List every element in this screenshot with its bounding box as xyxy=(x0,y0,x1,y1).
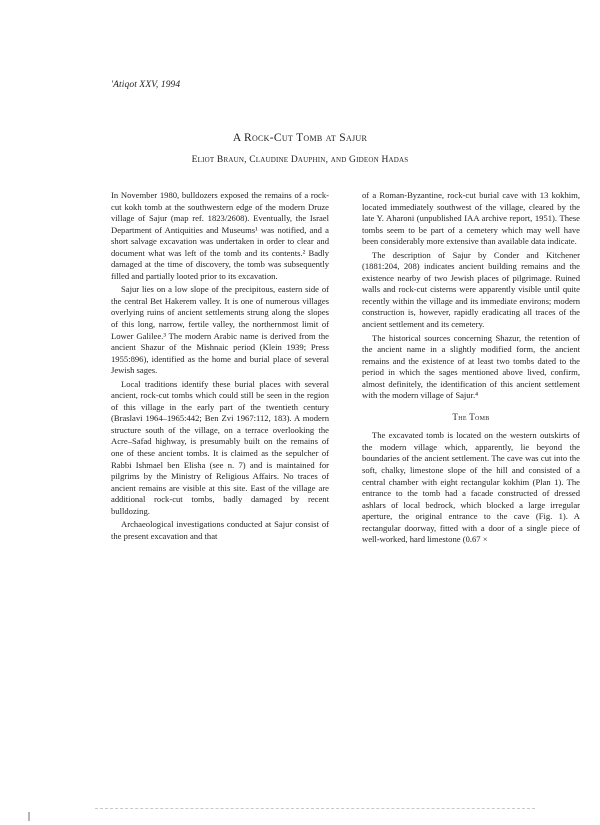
right-column xyxy=(362,190,580,548)
article-authors: Eliot Braun, Claudine Dauphin, and Gideon Hadas xyxy=(191,155,409,165)
left-column xyxy=(111,190,329,544)
paragraph-the-tomb: The excavated tomb is located on the western outskirts of the modern village which, apparently, lie beyond the boundaries of the ancient settlement. The cave was cut into the soft, chalky, limestone slope of the hill and consisted of a central chamber with eight rectangular kokhim (Plan 1). The entrance to the tomb had a facade constructed of dressed ashlars of local bedrock, which blocked a large irregular aperture, the original entrance to the cave (Fig. 1). A rectangular doorway, fitted with a door of a single piece of well-worked, hard limestone (0.67 × xyxy=(362,430,580,545)
running-head: 'Atiqot XXV, 1994 xyxy=(111,80,181,90)
footer-rule xyxy=(95,808,535,809)
paragraph-traditions: Local traditions identify these burial places with several ancient, rock-cut tombs which could still be seen in the region of this village in the early part of the twentieth century (Braslavi 1964–1965:442; Ben Zvi 1967:112, 183). A modern structure south of the village, on a terrace overlooking the Acre–Safad highway, is presumably built on the remains of one of these ancient tombs. It is claimed as the sepulcher of Rabbi Ishmael ben Elisha (see n. 7) and is maintained for pilgrims by the Ministry of Religious Affairs. No traces of ancient remains are visible at this site. East of the village are additional rock-cut tombs, badly damaged by recent bulldozing. xyxy=(111,378,329,516)
article-title: A Rock-Cut Tomb at Sajur xyxy=(232,132,368,144)
paragraph-historical-sources: The historical sources concerning Shazur, the retention of the ancient name in a slightly modified form, the ancient remains and the existence of at least two tombs dated to the period in which the sages mentioned above lived, confirm, almost definitely, the identification of this ancient settlement with the modern village of Sajur.⁴ xyxy=(362,332,580,401)
paragraph-description: The description of Sajur by Conder and Kitchener (1881:204, 208) indicates ancient building remains and the existence nearby of two Jewish places of pilgrimage. Ruined walls and rock-cut cisterns were apparently visible until quite recently within the village and its immediate environs; modern construction is, however, rapidly eradicating all traces of the ancient settlement and its cemetery. xyxy=(362,249,580,330)
paragraph-continuation: of a Roman-Byzantine, rock-cut burial cave with 13 kokhim, located immediately southwest of the village, cleared by the late Y. Aharoni (unpublished IAA archive report, 1951). These tombs seem to be part of a cemetery which may well have been considerably more extensive than available data indicate. xyxy=(362,190,580,247)
scan-speck xyxy=(28,812,30,821)
section-heading-the-tomb: The Tomb xyxy=(452,411,490,422)
paragraph-investigations: Archaeological investigations conducted at Sajur consist of the present excavation and that xyxy=(111,519,329,541)
paragraph-intro: In November 1980, bulldozers exposed the remains of a rock-cut kokh tomb at the southwestern edge of the modern Druze village of Sajur (map ref. 1823/2608). Eventually, the Israel Department of Antiquities and Museums¹ was notified, and a short salvage excavation was undertaken in order to clear and document what was left of the tomb and its contents.² Badly damaged at the time of discovery, the tomb was subsequently filled and partially looted prior to its excavation. xyxy=(111,190,329,281)
paragraph-location: Sajur lies on a low slope of the precipitous, eastern side of the central Bet Hakerem valley. It is one of numerous villages overlying ruins of ancient settlements strung along the slopes of this long, narrow, fertile valley, the northernmost limit of Lower Galilee.³ The modern Arabic name is derived from the ancient Shazur of the Mishnaic period (Klein 1939; Press 1955:896), identified as the home and burial place of several Jewish sages. xyxy=(111,284,329,376)
